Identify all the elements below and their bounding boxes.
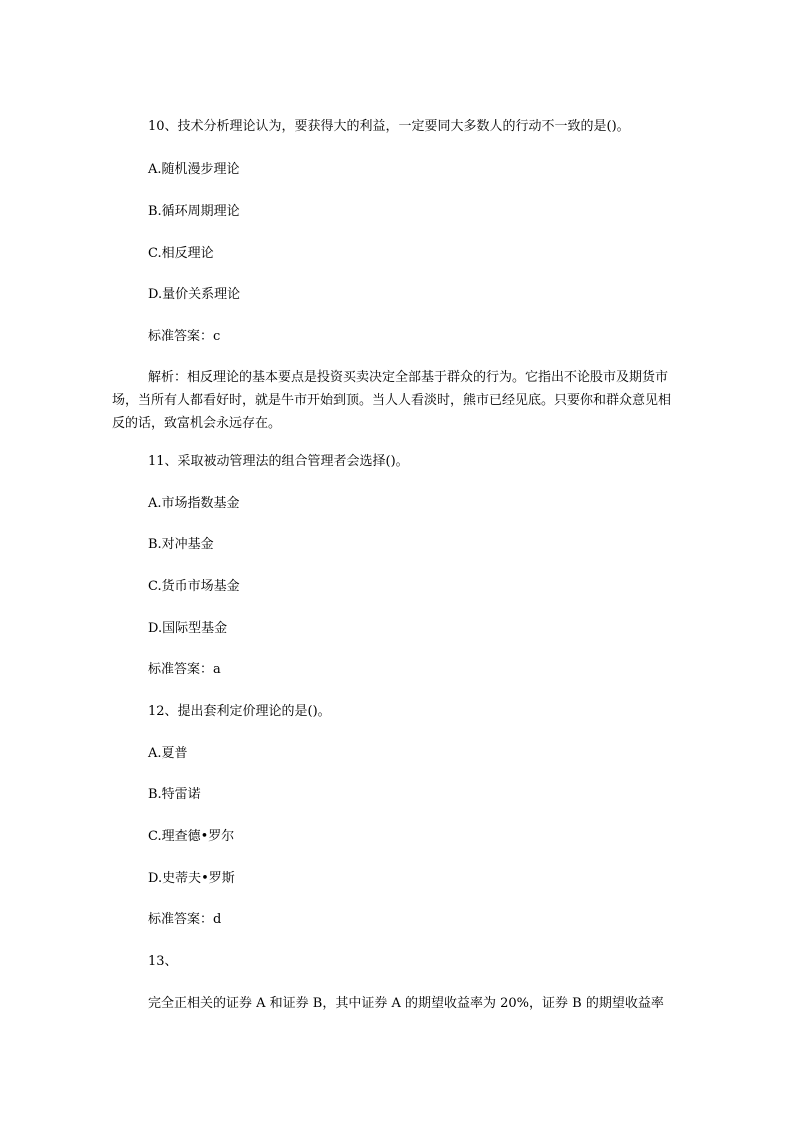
question-12-option-d: D.史蒂夫•罗斯 — [148, 871, 235, 886]
question-13-text: 完全正相关的证券 A 和证券 B，其中证券 A 的期望收益率为 20%，证券 B 的期望收益率 — [148, 996, 664, 1011]
question-10-option-d: D.量价关系理论 — [148, 287, 241, 302]
question-11-option-c: C.货币市场基金 — [148, 579, 240, 594]
question-11-text: 11、采取被动管理法的组合管理者会选择()。 — [148, 454, 409, 469]
question-10-option-b: B.循环周期理论 — [148, 204, 240, 219]
question-12-text: 12、提出套利定价理论的是()。 — [148, 704, 331, 719]
question-12-option-c: C.理查德•罗尔 — [148, 829, 235, 844]
question-12-answer: 标准答案：d — [148, 912, 222, 927]
question-10-text: 10、技术分析理论认为，要获得大的利益，一定要同大多数人的行动不一致的是()。 — [148, 119, 630, 134]
question-10-option-a: A.随机漫步理论 — [148, 162, 240, 177]
question-12-option-b: B.特雷诺 — [148, 787, 201, 802]
question-10-explanation: 解析：相反理论的基本要点是投资买卖决定全部基于群众的行为。它指出不论股市及期货市场，当所有人都看好时，就是牛市开始到顶。当人人看淡时，熊市已经见底。只要你和群众意见相反的话，致富机会永远存在。 — [112, 370, 672, 431]
question-11-option-b: B.对冲基金 — [148, 537, 214, 552]
question-10-option-c: C.相反理论 — [148, 246, 214, 261]
question-11-option-a: A.市场指数基金 — [148, 496, 240, 511]
question-13-number: 13、 — [148, 954, 178, 969]
question-12-option-a: A.夏普 — [148, 746, 188, 761]
question-11-answer: 标准答案：a — [148, 662, 221, 677]
question-10-answer: 标准答案：c — [148, 329, 221, 344]
question-11-option-d: D.国际型基金 — [148, 621, 228, 636]
